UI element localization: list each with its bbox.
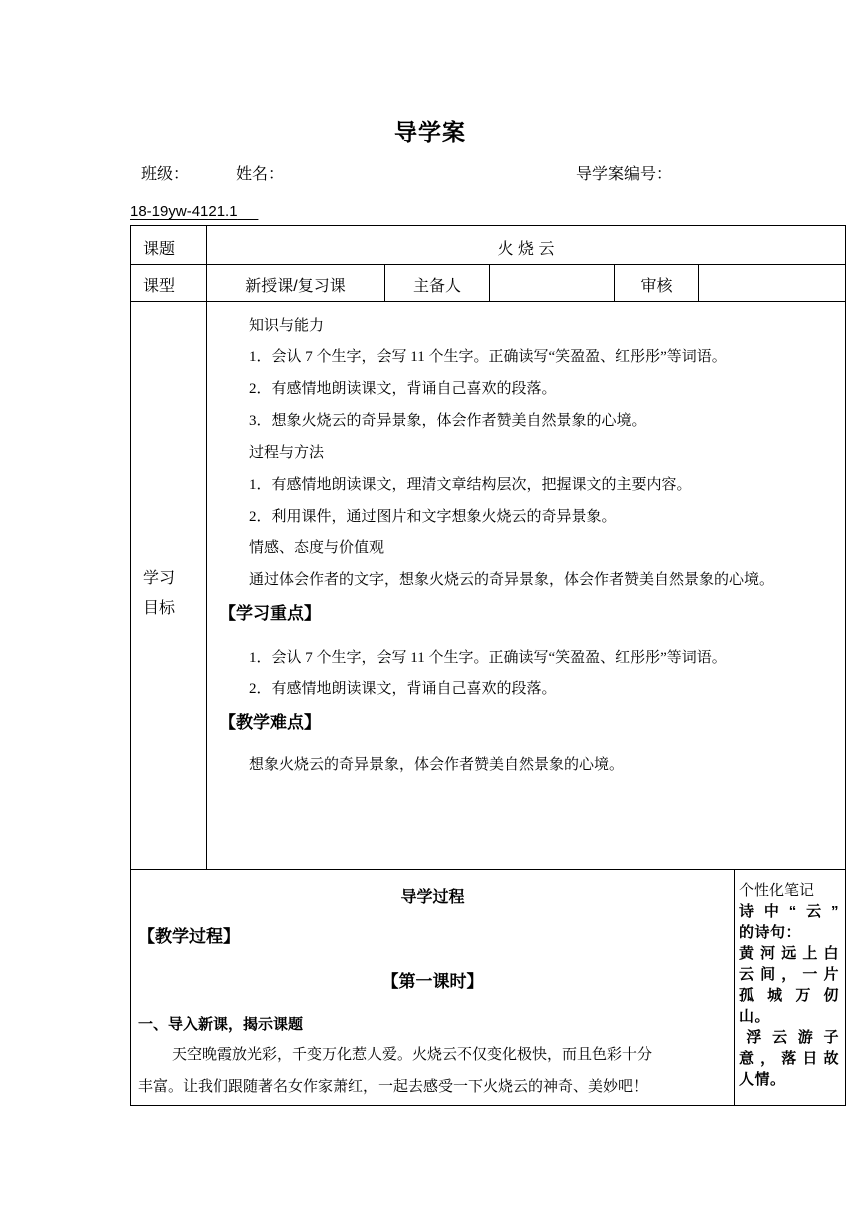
notes-heading: 个性化笔记	[739, 882, 815, 899]
notes-line: 孤 城 万 仞	[739, 987, 839, 1004]
process-item: 2．利用课件，通过图片和文字想象火烧云的奇异景象。	[249, 509, 617, 525]
lesson-heading: 【第一课时】	[381, 972, 484, 991]
table-border-bottom	[130, 1105, 846, 1106]
process-item: 1．有感情地朗读课文，理清文章结构层次，把握课文的主要内容。	[249, 477, 692, 493]
knowledge-item: 2．有感情地朗读课文，背诵自己喜欢的段落。	[249, 381, 557, 397]
table-col-divider	[489, 264, 490, 302]
topic-label: 课题	[143, 241, 176, 258]
guide-number-value: 18-19yw-4121.1	[130, 203, 238, 220]
teaching-process-heading: 【教学过程】	[138, 927, 240, 946]
goals-label: 学习 目标	[143, 570, 176, 617]
notes-line: 的诗句：	[739, 924, 802, 941]
notes-col-divider	[734, 869, 735, 1106]
difficulty-text: 想象火烧云的奇异景象，体会作者赞美自然景象的心境。	[249, 757, 625, 773]
table-border-right	[845, 225, 846, 1106]
key-point-item: 1．会认 7 个生字，会写 11 个生字。正确读写“笑盈盈、红彤彤”等词语。	[249, 650, 727, 666]
class-label: 班级：	[141, 166, 190, 183]
type-value: 新授课/复习课	[245, 278, 346, 295]
key-point-item: 2．有感情地朗读课文，背诵自己喜欢的段落。	[249, 681, 557, 697]
notes-line: 诗中“云”	[739, 903, 839, 920]
name-label: 姓名：	[236, 166, 285, 183]
emotion-text: 通过体会作者的文字，想象火烧云的奇异景象，体会作者赞美自然景象的心境。	[249, 572, 775, 588]
section1-paragraph-line: 丰富。让我们跟随著名女作家萧红，一起去感受一下火烧云的神奇、美妙吧！	[138, 1079, 649, 1095]
section1-title: 一、导入新课，揭示课题	[138, 1016, 304, 1033]
preparer-label: 主备人	[412, 278, 461, 295]
table-row-divider	[130, 301, 846, 302]
topic-value: 火 烧 云	[497, 241, 555, 258]
table-row-divider	[130, 869, 846, 870]
knowledge-heading: 知识与能力	[249, 318, 325, 334]
notes-line: 云间，一片	[739, 966, 839, 983]
type-label: 课型	[143, 278, 176, 295]
table-row-divider	[130, 264, 846, 265]
notes-line: 山。	[739, 1008, 771, 1025]
notes-line: 人情。	[739, 1071, 786, 1088]
section1-paragraph-line: 天空晚霞放光彩，千变万化惹人爱。火烧云不仅变化极快，而且色彩十分	[172, 1047, 653, 1063]
process-section-heading: 导学过程	[400, 889, 465, 906]
notes-line: 黄河远上白	[739, 945, 839, 962]
key-points-heading: 【学习重点】	[219, 604, 321, 623]
review-label: 审核	[640, 278, 673, 295]
table-col-divider	[698, 264, 699, 302]
notes-line: 浮 云 游 子	[739, 1029, 839, 1046]
table-col-divider	[206, 225, 207, 870]
document-title: 导学案	[394, 119, 466, 145]
process-heading: 过程与方法	[249, 445, 325, 461]
difficulty-heading: 【教学难点】	[219, 713, 321, 732]
knowledge-item: 1．会认 7 个生字，会写 11 个生字。正确读写“笑盈盈、红彤彤”等词语。	[249, 349, 727, 365]
table-border-top	[130, 225, 846, 226]
knowledge-item: 3．想象火烧云的奇异景象，体会作者赞美自然景象的心境。	[249, 413, 647, 429]
notes-line: 意，落日故	[739, 1050, 839, 1067]
guide-number-label: 导学案编号：	[576, 166, 673, 183]
personal-notes	[739, 880, 839, 1090]
emotion-heading: 情感、态度与价值观	[249, 540, 385, 556]
